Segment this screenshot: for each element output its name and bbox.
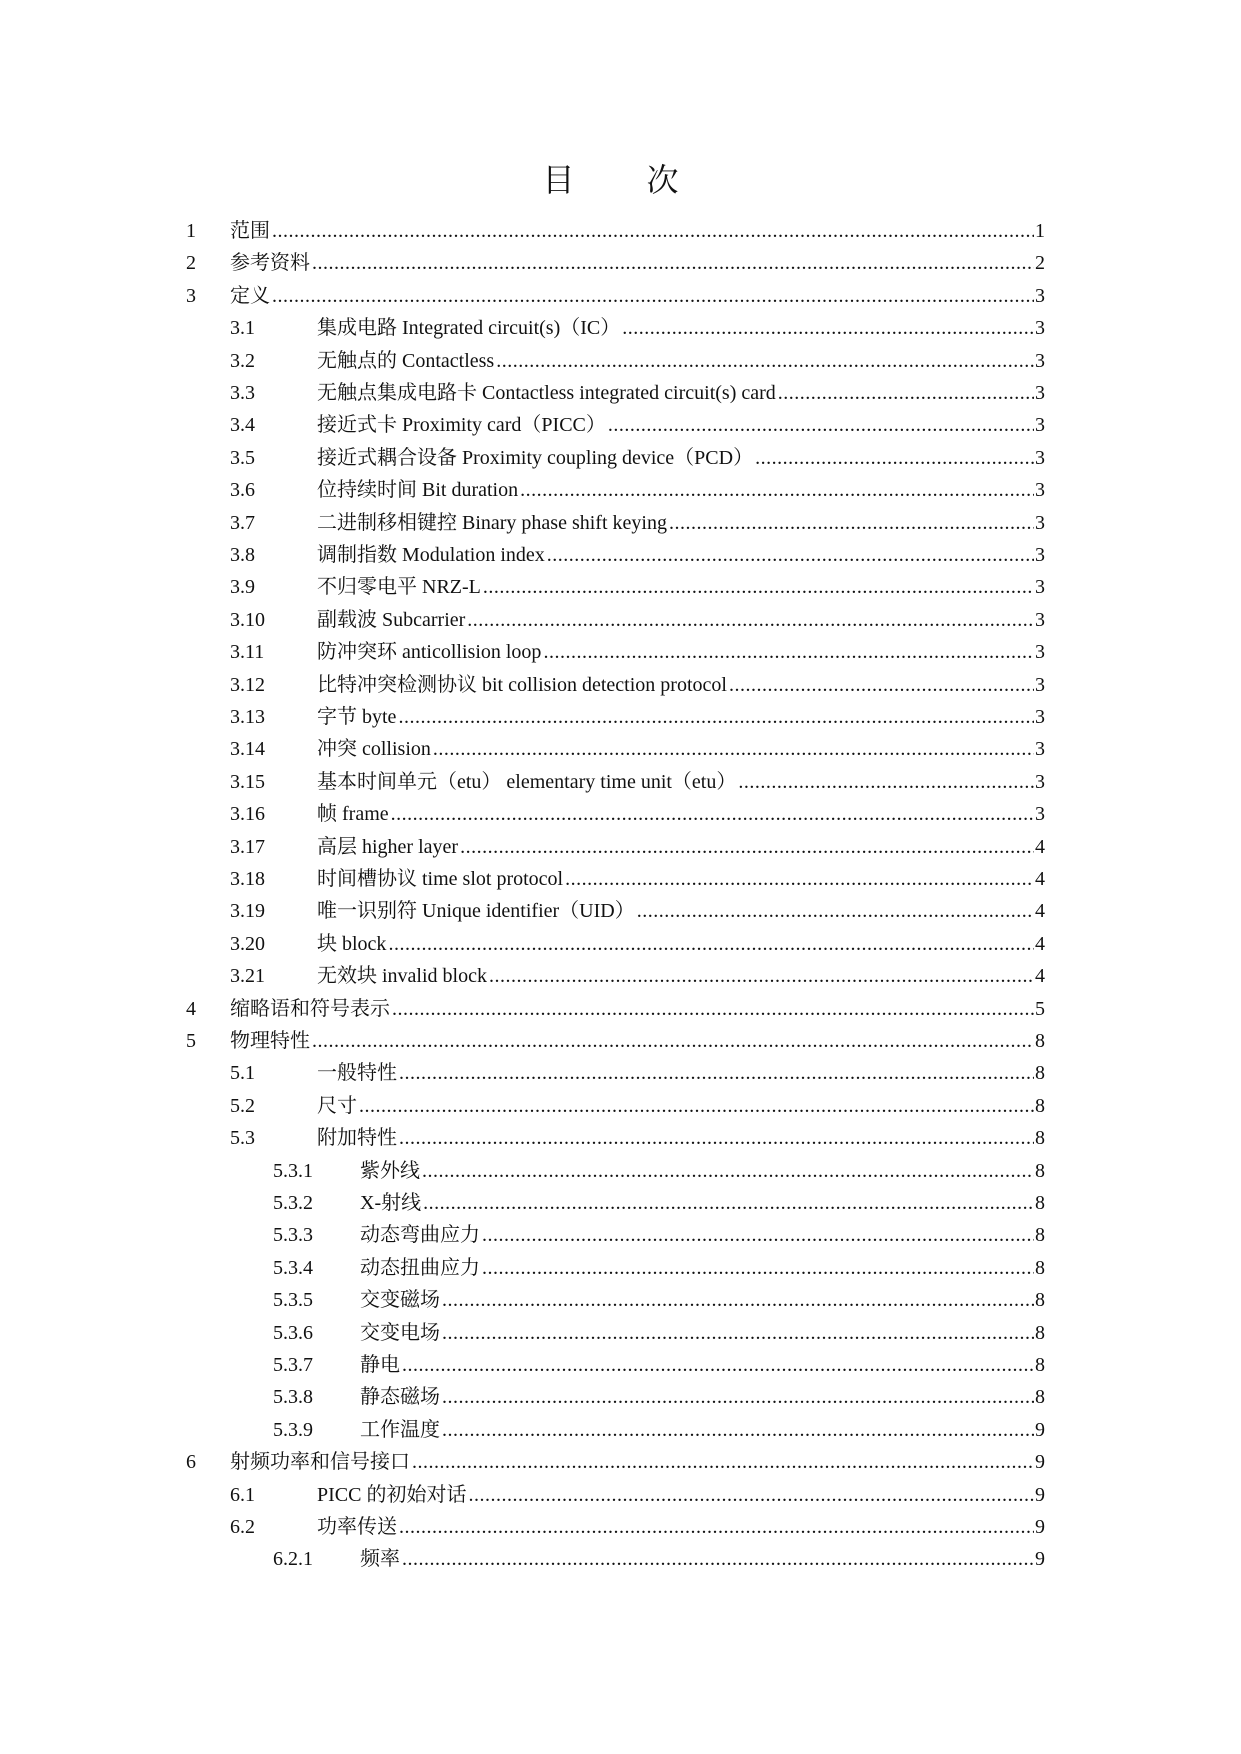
toc-entry[interactable]: [230, 1480, 1045, 1510]
toc-entry-number: 3.7: [230, 511, 255, 534]
toc-entry[interactable]: [230, 896, 1045, 926]
toc-entry[interactable]: [273, 1350, 1045, 1380]
toc-entry[interactable]: [273, 1382, 1045, 1412]
toc-entry-title: 基本时间单元（etu） elementary time unit（etu）: [317, 770, 737, 793]
toc-entry-number: 3.6: [230, 479, 255, 502]
toc-entry-title: 副载波 Subcarrier: [317, 608, 466, 631]
toc-entry-title: 工作温度: [360, 1418, 440, 1441]
dot-leader: [399, 1123, 1034, 1153]
toc-entry-page: 8: [1035, 1321, 1045, 1344]
toc-entry[interactable]: [230, 832, 1045, 862]
toc-entry-number: 3.12: [230, 673, 265, 696]
toc-entry-title: 附加特性: [317, 1127, 397, 1150]
toc-entry-title: 比特冲突检测协议 bit collision detection protocol: [317, 673, 727, 696]
toc-entry-title: 字节 byte: [317, 706, 397, 728]
dot-leader: [778, 378, 1034, 408]
toc-entry[interactable]: [230, 443, 1045, 473]
toc-entry[interactable]: [230, 1512, 1045, 1542]
toc-entry-number: 5.3.4: [273, 1256, 313, 1279]
dot-leader: [608, 410, 1034, 440]
toc-entry[interactable]: [273, 1544, 1045, 1574]
dot-leader: [543, 637, 1034, 667]
toc-entry-page: 4: [1035, 932, 1045, 955]
toc-entry-number: 5.3.6: [273, 1321, 313, 1344]
toc-entry-number: 5.3.1: [273, 1159, 313, 1182]
toc-entry-title: 功率传送: [317, 1516, 397, 1538]
dot-leader: [391, 799, 1034, 829]
toc-entry-title: 块 block: [317, 932, 387, 955]
toc-entry-number: 3.14: [230, 738, 265, 761]
toc-entry-title: 射频功率和信号接口: [230, 1451, 410, 1474]
toc-entry-page: 3: [1035, 641, 1045, 664]
dot-leader: [637, 896, 1034, 926]
toc-entry-number: 6: [186, 1451, 196, 1474]
toc-entry-title: 无触点集成电路卡 Contactless integrated circuit(s) card: [317, 382, 776, 404]
toc-entry[interactable]: [230, 961, 1045, 991]
toc-entry-page: 3: [1035, 317, 1045, 340]
toc-entry-title: 高层 higher layer: [317, 835, 459, 858]
dot-leader: [399, 1512, 1034, 1542]
toc-entry-number: 3.3: [230, 382, 255, 404]
toc-entry-page: 3: [1035, 414, 1045, 437]
toc-entry[interactable]: [230, 572, 1045, 602]
toc-entry-page: 8: [1035, 1127, 1045, 1150]
toc-entry[interactable]: [230, 605, 1045, 635]
toc-entry-number: 5.3.2: [273, 1192, 313, 1214]
dot-leader: [442, 1318, 1034, 1348]
toc-entry-page: 8: [1035, 1159, 1045, 1182]
toc-entry-number: 6.2.1: [273, 1548, 313, 1571]
toc-entry-title: 帧 frame: [317, 803, 389, 826]
toc-entry-page: 8: [1035, 1192, 1045, 1214]
toc-entry-title: 缩略语和符号表示: [230, 997, 390, 1020]
toc-entry-title: 频率: [360, 1548, 400, 1571]
toc-entry[interactable]: [273, 1253, 1045, 1283]
toc-entry[interactable]: [273, 1156, 1045, 1186]
toc-entry-title: 防冲突环 anticollision loop: [317, 641, 542, 664]
dot-leader: [482, 1253, 1034, 1283]
toc-entry-number: 2: [186, 252, 196, 275]
toc-entry[interactable]: [273, 1220, 1045, 1250]
dot-leader: [729, 670, 1034, 700]
toc-entry-number: 3.15: [230, 770, 265, 793]
toc-entry-page: 8: [1035, 1062, 1045, 1085]
toc-entry-number: 3.5: [230, 446, 255, 469]
toc-entry[interactable]: [230, 734, 1045, 764]
toc-entry-page: 3: [1035, 284, 1045, 307]
toc-entry[interactable]: [230, 799, 1045, 829]
toc-entry-number: 5.1: [230, 1062, 255, 1085]
toc-entry-number: 5.3.9: [273, 1418, 313, 1441]
toc-entry-title: 动态扭曲应力: [360, 1256, 480, 1279]
toc-entry-title: 一般特性: [317, 1062, 397, 1085]
toc-entry-title: 静态磁场: [360, 1386, 440, 1409]
toc-entry-page: 5: [1035, 997, 1045, 1020]
toc-entry-title: 无触点的 Contactless: [317, 349, 495, 372]
dot-leader: [312, 1026, 1034, 1056]
toc-entry[interactable]: [186, 1026, 1045, 1056]
toc-entry-page: 4: [1035, 868, 1045, 890]
toc-entry-title: 静电: [360, 1354, 400, 1376]
dot-leader: [467, 605, 1034, 635]
toc-entry[interactable]: [230, 508, 1045, 538]
dot-leader: [669, 508, 1034, 538]
page-title: 目 次: [542, 162, 699, 198]
toc-entry-title: PICC 的初始对话: [317, 1483, 467, 1506]
toc-entry-title: X-射线: [360, 1192, 422, 1214]
dot-leader: [622, 313, 1034, 343]
toc-entry-number: 6.1: [230, 1483, 255, 1506]
toc-entry-number: 3.10: [230, 608, 265, 631]
toc-entry-page: 4: [1035, 900, 1045, 923]
toc-entry-number: 6.2: [230, 1516, 255, 1538]
dot-leader: [388, 929, 1034, 959]
dot-leader: [755, 443, 1034, 473]
dot-leader: [483, 572, 1034, 602]
toc-entry-number: 5.3.7: [273, 1354, 313, 1376]
toc-entry-page: 8: [1035, 1354, 1045, 1376]
toc-entry-page: 8: [1035, 1094, 1045, 1117]
dot-leader: [565, 864, 1034, 894]
toc-entry[interactable]: [230, 864, 1045, 894]
toc-entry-title: 接近式卡 Proximity card（PICC）: [317, 414, 606, 437]
dot-leader: [423, 1188, 1034, 1218]
toc-entry-title: 范围: [230, 220, 270, 242]
toc-entry-title: 交变磁场: [360, 1289, 440, 1312]
toc-entry-title: 物理特性: [230, 1030, 310, 1052]
dot-leader: [399, 1058, 1034, 1088]
toc-entry-number: 5.3.8: [273, 1386, 313, 1409]
toc-entry-page: 3: [1035, 608, 1045, 631]
toc-entry[interactable]: [273, 1318, 1045, 1348]
toc-entry-number: 3.1: [230, 317, 255, 340]
toc-entry-page: 3: [1035, 382, 1045, 404]
toc-entry[interactable]: [273, 1415, 1045, 1445]
toc-entry-page: 3: [1035, 349, 1045, 372]
toc-entry-title: 接近式耦合设备 Proximity coupling device（PCD）: [317, 446, 754, 469]
toc-entry-number: 3.9: [230, 576, 255, 599]
toc-entry-page: 4: [1035, 965, 1045, 988]
toc-entry-page: 3: [1035, 511, 1045, 534]
toc-entry[interactable]: [230, 767, 1045, 797]
toc-entry[interactable]: [186, 248, 1045, 278]
dot-leader: [433, 734, 1034, 764]
dot-leader: [359, 1091, 1034, 1121]
toc-entry[interactable]: [230, 1123, 1045, 1153]
toc-entry[interactable]: [230, 346, 1045, 376]
toc-entry-page: 4: [1035, 835, 1045, 858]
toc-entry-number: 3.18: [230, 868, 265, 890]
toc-entry-number: 5.3.5: [273, 1289, 313, 1312]
dot-leader: [412, 1447, 1034, 1477]
toc-entry-page: 8: [1035, 1386, 1045, 1409]
toc-entry-title: 无效块 invalid block: [317, 965, 487, 988]
toc-entry-page: 3: [1035, 544, 1045, 566]
dot-leader: [738, 767, 1034, 797]
dot-leader: [460, 832, 1034, 862]
toc-entry-number: 5: [186, 1030, 196, 1052]
toc-entry-title: 二进制移相键控 Binary phase shift keying: [317, 511, 667, 534]
dot-leader: [402, 1544, 1034, 1574]
dot-leader: [442, 1382, 1034, 1412]
dot-leader: [468, 1480, 1034, 1510]
toc-entry-number: 3.2: [230, 349, 255, 372]
toc-entry-page: 9: [1035, 1483, 1045, 1506]
dot-leader: [442, 1285, 1034, 1315]
toc-entry-title: 动态弯曲应力: [360, 1224, 480, 1247]
toc-entry-page: 3: [1035, 576, 1045, 599]
toc-entry-page: 9: [1035, 1418, 1045, 1441]
toc-entry-title: 交变电场: [360, 1321, 440, 1344]
toc-entry-number: 3: [186, 284, 196, 307]
toc-entry-page: 8: [1035, 1224, 1045, 1247]
toc-entry-title: 定义: [230, 284, 270, 307]
toc-entry-title: 参考资料: [230, 252, 310, 275]
dot-leader: [272, 216, 1034, 246]
toc-entry[interactable]: [230, 637, 1045, 667]
toc-entry[interactable]: [230, 1058, 1045, 1088]
dot-leader: [398, 702, 1034, 732]
toc-entry-page: 3: [1035, 479, 1045, 502]
dot-leader: [482, 1220, 1034, 1250]
dot-leader: [392, 994, 1034, 1024]
toc-entry-title: 紫外线: [360, 1159, 420, 1182]
toc-entry-number: 3.16: [230, 803, 265, 826]
toc-entry-number: 5.3: [230, 1127, 255, 1150]
toc-entry-page: 9: [1035, 1516, 1045, 1538]
toc-entry-page: 8: [1035, 1030, 1045, 1052]
toc-entry-number: 3.19: [230, 900, 265, 923]
dot-leader: [402, 1350, 1034, 1380]
dot-leader: [520, 475, 1034, 505]
toc-entry[interactable]: [186, 994, 1045, 1024]
toc-entry-title: 时间槽协议 time slot protocol: [317, 868, 564, 890]
dot-leader: [489, 961, 1034, 991]
dot-leader: [496, 346, 1034, 376]
toc-entry-page: 3: [1035, 803, 1045, 826]
toc-entry-page: 3: [1035, 706, 1045, 728]
toc-entry-title: 冲突 collision: [317, 738, 431, 761]
toc-entry[interactable]: [186, 216, 1045, 246]
dot-leader: [422, 1156, 1034, 1186]
toc-entry-number: 3.11: [230, 641, 265, 664]
toc-entry-number: 3.8: [230, 544, 255, 566]
toc-entry-title: 尺寸: [317, 1094, 357, 1117]
toc-entry[interactable]: [230, 1091, 1045, 1121]
toc-entry-number: 3.17: [230, 835, 265, 858]
toc-entry-page: 1: [1035, 220, 1045, 242]
toc-entry[interactable]: [273, 1188, 1045, 1218]
toc-entry[interactable]: [230, 410, 1045, 440]
toc-entry-title: 集成电路 Integrated circuit(s)（IC）: [317, 317, 621, 340]
dot-leader: [442, 1415, 1034, 1445]
toc-entry[interactable]: [186, 1447, 1045, 1477]
toc-entry[interactable]: [186, 281, 1045, 311]
toc-entry-title: 不归零电平 NRZ-L: [317, 576, 481, 599]
toc-entry[interactable]: [273, 1285, 1045, 1315]
toc-entry[interactable]: [230, 475, 1045, 505]
toc-entry-number: 5.2: [230, 1094, 255, 1117]
toc-entry-number: 3.4: [230, 414, 255, 437]
toc-entry-title: 调制指数 Modulation index: [317, 544, 545, 566]
toc-entry[interactable]: [230, 378, 1045, 408]
toc-entry[interactable]: [230, 540, 1045, 570]
toc-entry-number: 5.3.3: [273, 1224, 313, 1247]
toc-entry-page: 9: [1035, 1451, 1045, 1474]
dot-leader: [272, 281, 1034, 311]
toc-entry-number: 3.20: [230, 932, 265, 955]
dot-leader: [547, 540, 1034, 570]
toc-entry-number: 4: [186, 997, 196, 1020]
toc-entry-page: 3: [1035, 770, 1045, 793]
toc-entry[interactable]: [230, 313, 1045, 343]
toc-entry-number: 3.13: [230, 706, 265, 728]
dot-leader: [312, 248, 1034, 278]
toc-entry-page: 3: [1035, 446, 1045, 469]
toc-entry[interactable]: [230, 702, 1045, 732]
toc-entry-page: 3: [1035, 673, 1045, 696]
toc-entry[interactable]: [230, 670, 1045, 700]
toc-entry-number: 3.21: [230, 965, 265, 988]
toc-entry-title: 唯一识别符 Unique identifier（UID）: [317, 900, 635, 923]
toc-entry-page: 8: [1035, 1256, 1045, 1279]
toc-entry-page: 9: [1035, 1548, 1045, 1571]
toc-entry-number: 1: [186, 220, 196, 242]
toc-entry[interactable]: [230, 929, 1045, 959]
toc-entry-page: 8: [1035, 1289, 1045, 1312]
toc-entry-title: 位持续时间 Bit duration: [317, 479, 519, 502]
toc-entry-page: 2: [1035, 252, 1045, 275]
toc-entry-page: 3: [1035, 738, 1045, 761]
